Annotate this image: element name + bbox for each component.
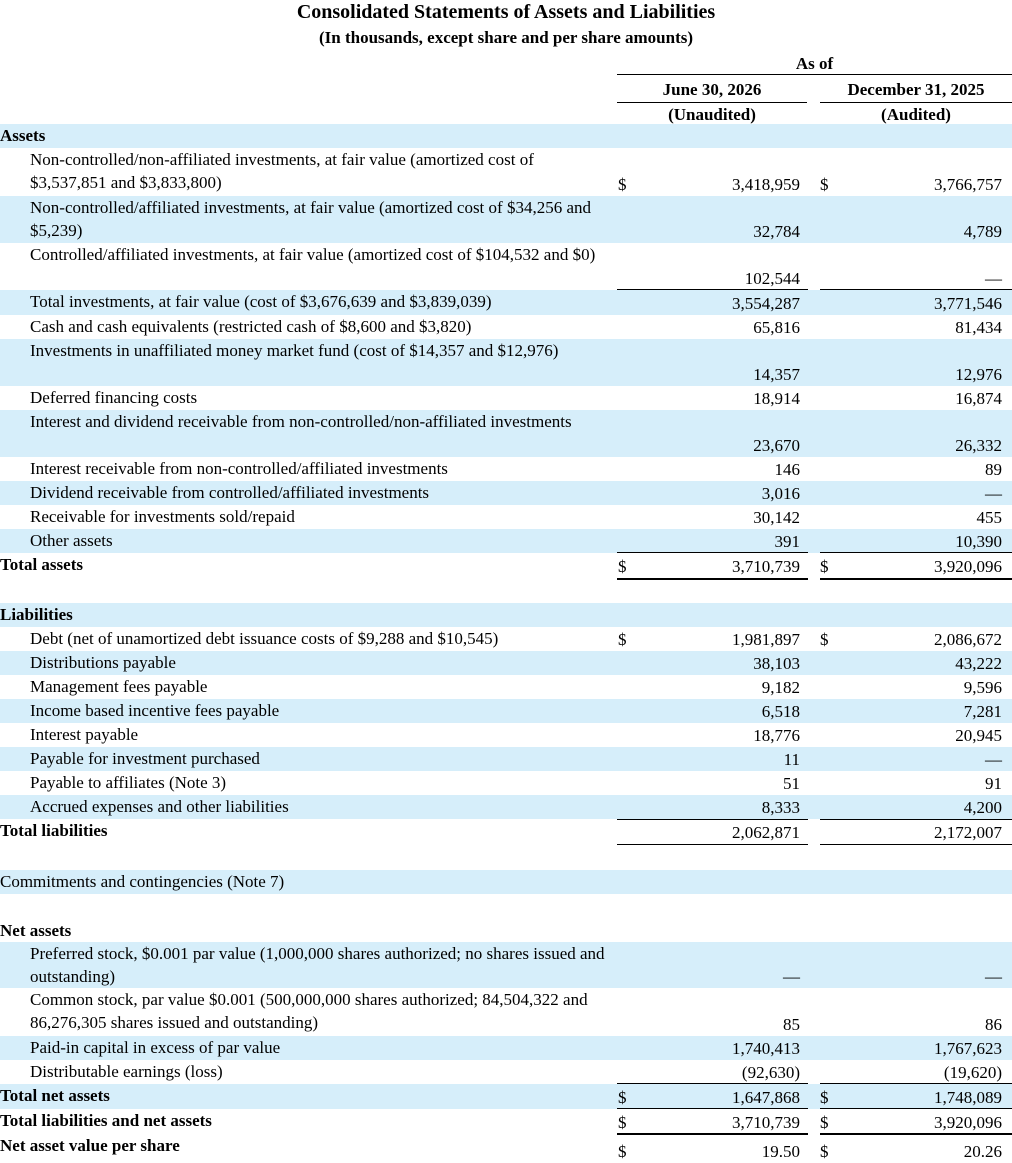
dec-2025-value: 20,945 bbox=[955, 726, 1002, 745]
currency-symbol: $ bbox=[618, 175, 627, 194]
june-2026-value: 38,103 bbox=[753, 654, 800, 673]
june-2026-value: 85 bbox=[783, 1015, 800, 1034]
column-date: June 30, 2026 bbox=[617, 78, 807, 103]
currency-symbol: $ bbox=[618, 1113, 627, 1132]
row-label: Management fees payable bbox=[30, 677, 208, 696]
june-2026-value: — bbox=[783, 967, 800, 986]
table-row bbox=[0, 919, 1012, 942]
june-2026-value: 19.50 bbox=[761, 1142, 800, 1161]
statement-subtitle: (In thousands, except share and per share amounts) bbox=[318, 28, 694, 47]
table-row bbox=[0, 505, 1012, 529]
dec-2025-value: 455 bbox=[976, 508, 1002, 527]
dec-2025-value: 3,771,546 bbox=[934, 294, 1002, 313]
dec-2025-value: — bbox=[985, 750, 1002, 769]
june-2026-value: 3,016 bbox=[761, 484, 800, 503]
june-2026-value: 3,710,739 bbox=[732, 1113, 800, 1132]
row-label: Income based incentive fees payable bbox=[30, 701, 280, 720]
row-label: Total liabilities and net assets bbox=[0, 1111, 212, 1130]
row-label: Payable for investment purchased bbox=[30, 749, 260, 768]
table-row bbox=[0, 148, 1012, 196]
total-underline bbox=[617, 1083, 808, 1084]
column-header-dec-2025 bbox=[820, 78, 1012, 128]
row-label: Paid-in capital in excess of par value bbox=[30, 1038, 281, 1057]
row-label: Dividend receivable from controlled/affiliated investments bbox=[30, 483, 430, 502]
currency-symbol: $ bbox=[820, 630, 829, 649]
table-row bbox=[0, 243, 1012, 290]
row-label: Commitments and contingencies (Note 7) bbox=[0, 872, 285, 891]
june-2026-value: 32,784 bbox=[753, 222, 800, 241]
dec-2025-value: 20.26 bbox=[963, 1142, 1002, 1161]
row-label: Other assets bbox=[30, 531, 113, 550]
row-label: Non-controlled/affiliated investments, at fair value (amortized cost of $34,256 and $5,239) bbox=[30, 198, 591, 240]
table-row bbox=[0, 942, 1012, 988]
table-row bbox=[0, 457, 1012, 481]
column-header-june-2026 bbox=[617, 78, 807, 128]
total-underline bbox=[617, 844, 808, 845]
row-label: Total liabilities bbox=[0, 821, 108, 840]
dec-2025-value: — bbox=[985, 269, 1002, 288]
table-row bbox=[0, 124, 1012, 148]
row-label: Cash and cash equivalents (restricted cash of $8,600 and $3,820) bbox=[30, 317, 472, 336]
column-status: (Unaudited) bbox=[617, 103, 807, 128]
table-row bbox=[0, 747, 1012, 771]
june-2026-value: 146 bbox=[774, 460, 800, 479]
june-2026-value: 14,357 bbox=[753, 365, 800, 384]
dec-2025-value: 7,281 bbox=[963, 702, 1002, 721]
dec-2025-value: 86 bbox=[985, 1015, 1002, 1034]
dec-2025-value: 26,332 bbox=[955, 436, 1002, 455]
june-2026-value: 51 bbox=[783, 774, 800, 793]
row-label: Distributable earnings (loss) bbox=[30, 1062, 223, 1081]
row-label: Interest receivable from non-controlled/affiliated investments bbox=[30, 459, 448, 478]
row-label: Interest payable bbox=[30, 725, 139, 744]
june-2026-value: 23,670 bbox=[753, 436, 800, 455]
june-2026-value: 18,914 bbox=[753, 389, 800, 408]
column-date: December 31, 2025 bbox=[820, 78, 1012, 103]
currency-symbol: $ bbox=[618, 1142, 627, 1161]
row-label: Debt (net of unamortized debt issuance costs of $9,288 and $10,545) bbox=[30, 629, 499, 648]
dec-2025-value: 16,874 bbox=[955, 389, 1002, 408]
dec-2025-value: — bbox=[985, 967, 1002, 986]
table-row bbox=[0, 410, 1012, 457]
table-row bbox=[0, 481, 1012, 505]
currency-symbol: $ bbox=[820, 557, 829, 576]
table-row bbox=[0, 651, 1012, 675]
row-label: Non-controlled/non-affiliated investments, at fair value (amortized cost of $3,537,851 and $3,833,800) bbox=[30, 150, 534, 192]
row-label: Controlled/affiliated investments, at fair value (amortized cost of $104,532 and $0) bbox=[30, 245, 596, 264]
table-row bbox=[0, 315, 1012, 339]
table-row bbox=[0, 771, 1012, 795]
june-2026-value: 3,418,959 bbox=[732, 175, 800, 194]
row-label: Total assets bbox=[0, 555, 83, 574]
dec-2025-value: 1,767,623 bbox=[934, 1039, 1002, 1058]
row-label: Payable to affiliates (Note 3) bbox=[30, 773, 227, 792]
total-underline bbox=[820, 1083, 1012, 1084]
dec-2025-value: 89 bbox=[985, 460, 1002, 479]
dec-2025-value: 2,086,672 bbox=[934, 630, 1002, 649]
row-label: Total investments, at fair value (cost of $3,676,639 and $3,839,039) bbox=[30, 292, 492, 311]
table-row bbox=[0, 1036, 1012, 1060]
currency-symbol: $ bbox=[820, 1142, 829, 1161]
dec-2025-value: 3,920,096 bbox=[934, 557, 1002, 576]
double-underline bbox=[617, 1134, 808, 1135]
row-label: Receivable for investments sold/repaid bbox=[30, 507, 295, 526]
june-2026-value: 1,647,868 bbox=[732, 1088, 800, 1107]
statement-title: Consolidated Statements of Assets and Liabilities bbox=[296, 1, 716, 23]
table-row bbox=[0, 386, 1012, 410]
dec-2025-value: 4,789 bbox=[963, 222, 1002, 241]
table-row bbox=[0, 196, 1012, 243]
dec-2025-value: (19,620) bbox=[943, 1063, 1002, 1082]
june-2026-value: 1,740,413 bbox=[732, 1039, 800, 1058]
june-2026-value: 30,142 bbox=[753, 508, 800, 527]
total-underline bbox=[617, 1108, 808, 1109]
as-of-header: As of bbox=[617, 54, 1012, 75]
dec-2025-value: 10,390 bbox=[955, 532, 1002, 551]
june-2026-value: 3,554,287 bbox=[732, 294, 800, 313]
total-underline bbox=[820, 819, 1012, 820]
total-underline bbox=[820, 289, 1012, 290]
june-2026-value: 6,518 bbox=[761, 702, 800, 721]
dec-2025-value: 4,200 bbox=[963, 798, 1002, 817]
table-row bbox=[0, 819, 1012, 844]
table-row bbox=[0, 795, 1012, 819]
june-2026-value: 102,544 bbox=[744, 269, 800, 288]
table-row bbox=[0, 675, 1012, 699]
table-row bbox=[0, 988, 1012, 1036]
currency-symbol: $ bbox=[820, 1113, 829, 1132]
row-label: Assets bbox=[0, 126, 46, 145]
table-row bbox=[0, 1109, 1012, 1134]
row-label: Net assets bbox=[0, 921, 72, 940]
row-label: Total net assets bbox=[0, 1086, 110, 1105]
dec-2025-value: 2,172,007 bbox=[934, 823, 1002, 842]
dec-2025-value: 12,976 bbox=[955, 365, 1002, 384]
double-underline bbox=[617, 579, 808, 580]
row-label: Investments in unaffiliated money market fund (cost of $14,357 and $12,976) bbox=[30, 341, 559, 360]
dec-2025-value: 91 bbox=[985, 774, 1002, 793]
june-2026-value: 2,062,871 bbox=[732, 823, 800, 842]
total-underline bbox=[820, 844, 1012, 845]
total-underline bbox=[617, 552, 808, 553]
dec-2025-value: 43,222 bbox=[955, 654, 1002, 673]
dec-2025-value: — bbox=[985, 484, 1002, 503]
row-label: Distributions payable bbox=[30, 653, 176, 672]
total-underline bbox=[820, 552, 1012, 553]
currency-symbol: $ bbox=[618, 630, 627, 649]
dec-2025-value: 1,748,089 bbox=[934, 1088, 1002, 1107]
currency-symbol: $ bbox=[618, 1088, 627, 1107]
double-underline bbox=[820, 579, 1012, 580]
table-row bbox=[0, 290, 1012, 315]
total-underline bbox=[617, 289, 808, 290]
june-2026-value: 3,710,739 bbox=[732, 557, 800, 576]
column-status: (Audited) bbox=[820, 103, 1012, 128]
row-label: Accrued expenses and other liabilities bbox=[30, 797, 289, 816]
june-2026-value: 11 bbox=[783, 750, 800, 769]
currency-symbol: $ bbox=[820, 175, 829, 194]
june-2026-value: 1,981,897 bbox=[732, 630, 800, 649]
double-underline bbox=[820, 1134, 1012, 1135]
june-2026-value: (92,630) bbox=[741, 1063, 800, 1082]
table-row bbox=[0, 1060, 1012, 1084]
currency-symbol: $ bbox=[820, 1088, 829, 1107]
row-label: Common stock, par value $0.001 (500,000,000 shares authorized; 84,504,322 and 86,276,305 shares issued and outstanding) bbox=[30, 990, 588, 1032]
row-label: Preferred stock, $0.001 par value (1,000,000 shares authorized; no shares issued and outstanding) bbox=[30, 944, 605, 986]
table-row bbox=[0, 1084, 1012, 1109]
june-2026-value: 18,776 bbox=[753, 726, 800, 745]
dec-2025-value: 81,434 bbox=[955, 318, 1002, 337]
dec-2025-value: 3,920,096 bbox=[934, 1113, 1002, 1132]
row-label: Liabilities bbox=[0, 605, 73, 624]
june-2026-value: 65,816 bbox=[753, 318, 800, 337]
table-row bbox=[0, 1134, 1012, 1163]
table-row bbox=[0, 627, 1012, 651]
june-2026-value: 9,182 bbox=[761, 678, 800, 697]
table-row bbox=[0, 870, 1012, 894]
table-row bbox=[0, 553, 1012, 578]
table-row bbox=[0, 699, 1012, 723]
table-row bbox=[0, 529, 1012, 553]
total-underline bbox=[820, 1108, 1012, 1109]
table-row bbox=[0, 603, 1012, 627]
row-label: Interest and dividend receivable from non-controlled/non-affiliated investments bbox=[30, 412, 572, 431]
row-label: Deferred financing costs bbox=[30, 388, 198, 407]
dec-2025-value: 3,766,757 bbox=[934, 175, 1002, 194]
table-row bbox=[0, 723, 1012, 747]
table-row bbox=[0, 339, 1012, 386]
june-2026-value: 391 bbox=[774, 532, 800, 551]
dec-2025-value: 9,596 bbox=[963, 678, 1002, 697]
june-2026-value: 8,333 bbox=[761, 798, 800, 817]
row-label: Net asset value per share bbox=[0, 1136, 180, 1155]
total-underline bbox=[617, 819, 808, 820]
currency-symbol: $ bbox=[618, 557, 627, 576]
